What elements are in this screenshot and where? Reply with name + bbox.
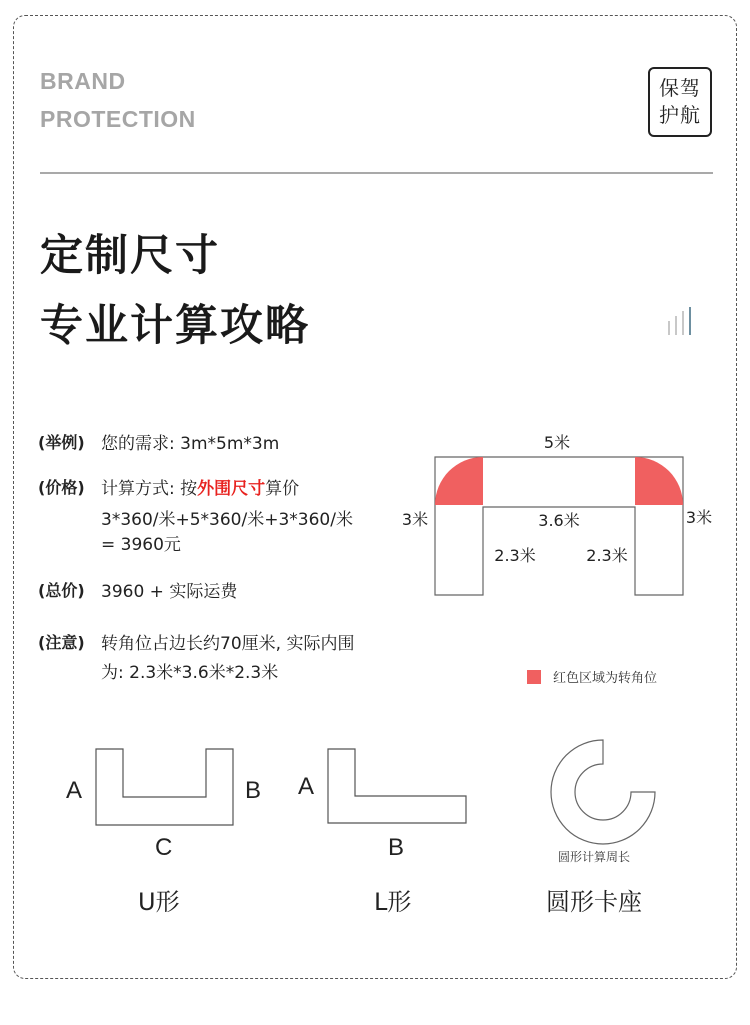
sofa-diagram bbox=[395, 425, 725, 605]
l-shape-diagram bbox=[327, 748, 469, 826]
dim-inner-left: 2.3米 bbox=[494, 546, 536, 565]
u-shape-diagram bbox=[95, 748, 235, 828]
dim-left: 3米 bbox=[401, 510, 429, 529]
note-label: (注意) bbox=[38, 633, 85, 652]
price-result: = 3960元 bbox=[101, 535, 181, 555]
price-highlight: 外围尺寸 bbox=[197, 479, 266, 499]
dim-inner-right: 2.3米 bbox=[586, 546, 628, 565]
page-title: 定制尺寸 bbox=[40, 231, 220, 281]
u-shape-name: U形 bbox=[138, 888, 180, 916]
note-line-1: 转角位占边长约70厘米, 实际内围 bbox=[101, 634, 355, 654]
dim-inner-top: 3.6米 bbox=[538, 511, 580, 530]
round-shape-name: 圆形卡座 bbox=[546, 888, 642, 916]
page-subtitle: 专业计算攻略 bbox=[40, 301, 310, 351]
divider bbox=[40, 172, 713, 174]
dim-right: 3米 bbox=[685, 508, 713, 527]
price-suffix: 算价 bbox=[265, 479, 300, 499]
example-label: (举例) bbox=[38, 433, 85, 452]
note-line-2: 为: 2.3米*3.6米*2.3米 bbox=[101, 663, 279, 683]
example-text: 您的需求: 3m*5m*3m bbox=[101, 434, 280, 454]
price-label: (价格) bbox=[38, 478, 85, 497]
price-method bbox=[101, 474, 299, 499]
price-formula: 3*360/米+5*360/米+3*360/米 bbox=[101, 510, 353, 530]
corner-right bbox=[635, 457, 683, 505]
total-text: 3960 + 实际运费 bbox=[101, 582, 238, 602]
brand-line-1: BRAND bbox=[40, 68, 126, 94]
l-label-a: A bbox=[298, 773, 315, 800]
total-label: (总价) bbox=[38, 581, 85, 600]
l-label-b: B bbox=[388, 834, 405, 861]
round-shape-diagram bbox=[545, 738, 657, 842]
seal-line-1: 保驾 bbox=[659, 76, 701, 100]
legend-swatch bbox=[527, 670, 541, 684]
round-caption: 圆形计算周长 bbox=[558, 850, 631, 864]
u-label-a: A bbox=[66, 777, 83, 804]
legend bbox=[527, 667, 657, 686]
legend-text: 红色区域为转角位 bbox=[553, 671, 658, 686]
seal-line-2: 护航 bbox=[659, 103, 701, 127]
brand-line-2: PROTECTION bbox=[40, 106, 196, 132]
corner-left bbox=[435, 457, 483, 505]
l-shape-name: L形 bbox=[374, 888, 412, 916]
price-prefix: 计算方式: 按 bbox=[101, 479, 198, 499]
seal-badge bbox=[648, 67, 712, 137]
u-label-b: B bbox=[245, 777, 262, 804]
u-label-c: C bbox=[155, 834, 173, 861]
dim-top: 5米 bbox=[543, 433, 571, 452]
bars-icon bbox=[668, 307, 694, 337]
